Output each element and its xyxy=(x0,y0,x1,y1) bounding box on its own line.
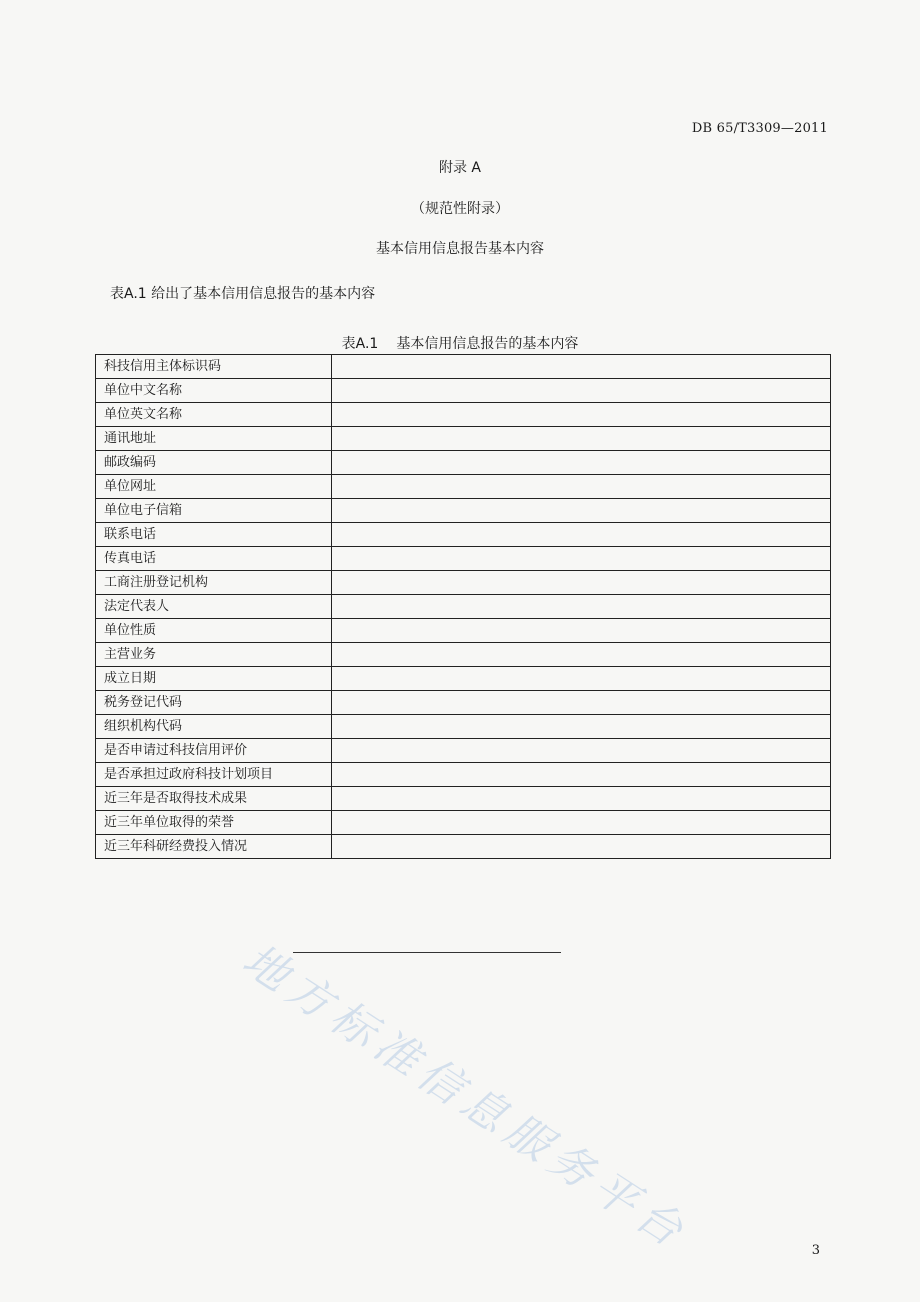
row-label: 主营业务 xyxy=(96,643,332,667)
row-value-cell xyxy=(331,595,830,619)
row-label: 是否申请过科技信用评价 xyxy=(96,739,332,763)
row-value-cell xyxy=(331,403,830,427)
end-rule xyxy=(293,952,561,953)
appendix-title: 附录 A xyxy=(438,160,482,176)
row-value-cell xyxy=(331,787,830,811)
table-row xyxy=(96,379,831,403)
row-value-cell xyxy=(331,763,830,787)
row-label: 联系电话 xyxy=(96,523,332,547)
row-label: 单位性质 xyxy=(96,619,332,643)
row-label: 近三年科研经费投入情况 xyxy=(96,835,332,859)
table-row xyxy=(96,691,831,715)
row-label: 是否承担过政府科技计划项目 xyxy=(96,763,332,787)
row-label: 通讯地址 xyxy=(96,427,332,451)
table-row xyxy=(96,475,831,499)
row-label: 科技信用主体标识码 xyxy=(96,355,332,379)
table-row xyxy=(96,619,831,643)
row-value-cell xyxy=(331,427,830,451)
row-value-cell xyxy=(331,523,830,547)
row-value-cell xyxy=(331,811,830,835)
table-row xyxy=(96,595,831,619)
table-row xyxy=(96,547,831,571)
row-label: 传真电话 xyxy=(96,547,332,571)
table-row xyxy=(96,643,831,667)
row-value-cell xyxy=(331,499,830,523)
table-row xyxy=(96,571,831,595)
row-value-cell xyxy=(331,667,830,691)
row-value-cell xyxy=(331,619,830,643)
row-label: 工商注册登记机构 xyxy=(96,571,332,595)
table-row xyxy=(96,787,831,811)
row-label: 成立日期 xyxy=(96,667,332,691)
info-table xyxy=(95,354,831,859)
row-value-cell xyxy=(331,739,830,763)
table-row xyxy=(96,667,831,691)
table-row xyxy=(96,355,831,379)
row-label: 邮政编码 xyxy=(96,451,332,475)
row-value-cell xyxy=(331,571,830,595)
row-label: 税务登记代码 xyxy=(96,691,332,715)
table-row xyxy=(96,715,831,739)
row-value-cell xyxy=(331,547,830,571)
page-number: 3 xyxy=(811,1243,820,1258)
row-value-cell xyxy=(331,475,830,499)
table-caption xyxy=(0,333,920,353)
row-value-cell xyxy=(331,835,830,859)
row-label: 单位英文名称 xyxy=(96,403,332,427)
table-row xyxy=(96,523,831,547)
row-value-cell xyxy=(331,715,830,739)
table-row xyxy=(96,739,831,763)
table-row xyxy=(96,427,831,451)
row-label: 单位网址 xyxy=(96,475,332,499)
row-value-cell xyxy=(331,355,830,379)
intro-paragraph: 表A.1 给出了基本信用信息报告的基本内容 xyxy=(110,286,376,302)
watermark: 地方标准信息服务平台 xyxy=(233,934,698,1261)
table-caption-number: 表A.1 xyxy=(341,336,379,352)
table-row xyxy=(96,451,831,475)
info-table-body xyxy=(96,355,831,859)
row-label: 单位中文名称 xyxy=(96,379,332,403)
table-row xyxy=(96,499,831,523)
table-caption-title: 基本信用信息报告的基本内容 xyxy=(396,336,579,352)
row-label: 组织机构代码 xyxy=(96,715,332,739)
table-row xyxy=(96,811,831,835)
standard-code: DB 65/T3309—2011 xyxy=(691,121,828,136)
row-label: 法定代表人 xyxy=(96,595,332,619)
row-label: 单位电子信箱 xyxy=(96,499,332,523)
row-label: 近三年单位取得的荣誉 xyxy=(96,811,332,835)
table-row xyxy=(96,835,831,859)
appendix-heading: 基本信用信息报告基本内容 xyxy=(376,241,544,257)
row-value-cell xyxy=(331,379,830,403)
appendix-type: （规范性附录） xyxy=(411,201,509,217)
row-label: 近三年是否取得技术成果 xyxy=(96,787,332,811)
row-value-cell xyxy=(331,691,830,715)
table-row xyxy=(96,763,831,787)
row-value-cell xyxy=(331,451,830,475)
table-row xyxy=(96,403,831,427)
row-value-cell xyxy=(331,643,830,667)
